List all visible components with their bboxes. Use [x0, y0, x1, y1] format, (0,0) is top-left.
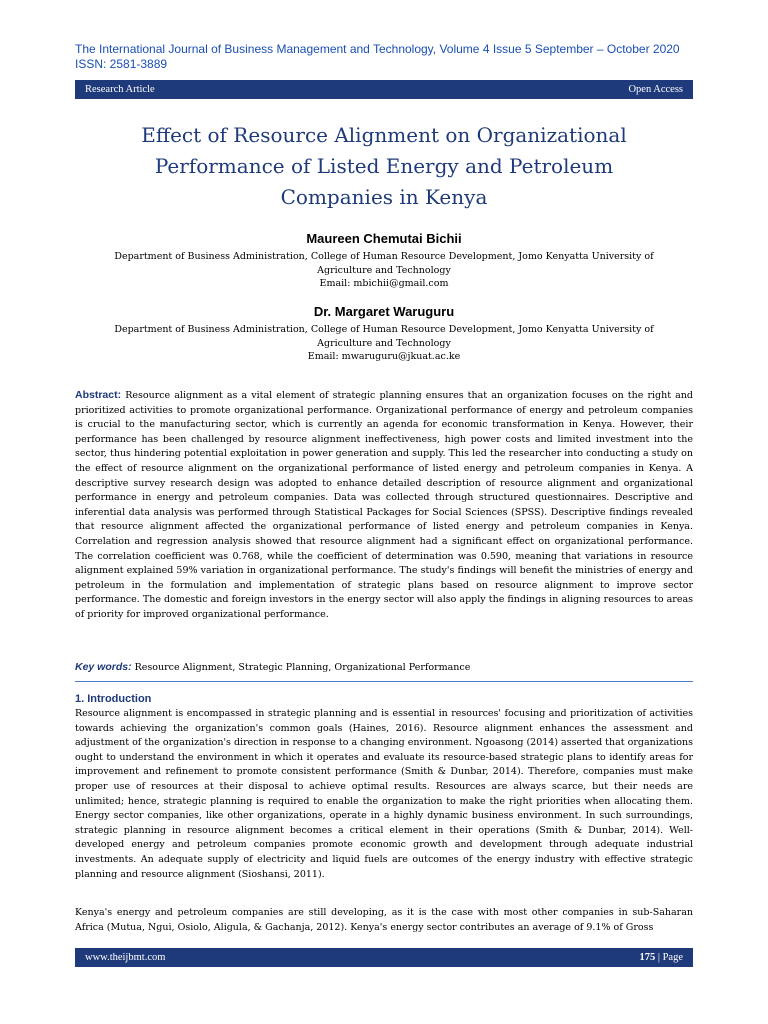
journal-issn: ISSN: 2581-3889 [75, 57, 168, 71]
author-name: Maureen Chemutai Bichii [306, 231, 462, 246]
author-block-1 [75, 231, 693, 291]
article-type-label: Research Article [85, 84, 155, 95]
page-number: 175 [639, 952, 656, 963]
affiliation-line: Department of Business Administration, College of Human Resource Development, Jomo Kenyatta University of [114, 324, 654, 335]
affiliation-line: Agriculture and Technology [317, 264, 451, 276]
open-access-label: Open Access [628, 84, 683, 95]
abstract [75, 388, 693, 623]
author-email: Email: mbichii@gmail.com [319, 278, 449, 289]
author-block-2 [75, 304, 693, 364]
abstract-text: Resource alignment as a vital element of strategic planning ensures that an organization focuses on the right and prioritized activities to promote organizational performance. Organizational performance of energy and petroleum companies is crucial to the manufacturing sector, which is currently an agenda for economic transformation in Kenya. However, their performance has been challenged by resource alignment ineffectiveness, high power costs and limited investment into the sector, thus hindering potential exploitation in power generation and supply. This led the researcher into conducting a study on the effect of resource alignment on the organizational performance of listed energy and petroleum companies in Kenya. A descriptive survey research design was adopted to enhance detailed description of resource alignment and organizational performance in energy and petroleum companies. Data was collected through structured questionnaires. Descriptive and inferential data analysis was performed through Statistical Packages for Social Sciences (SPSS). Descriptive findings revealed that resource alignment affected the organizational performance of listed energy and petroleum companies in Kenya. Correlation and regression analysis showed that resource alignment had a significant effect on organizational performance. The correlation coefficient was 0.768, while the coefficient of determination was 0.590, meaning that variations in resource alignment explained 59% variation in organizational performance. The study's findings will benefit the ministries of energy and petroleum in the formulation and implementation of strategic plans based on resource alignment to improve sector performance. The domestic and foreign investors in the energy sector will also apply the findings in aligning resources to areas of priority for improved organizational performance. [75, 390, 693, 620]
page-label: Page [662, 952, 683, 963]
page-footer [75, 948, 693, 967]
journal-url: www.theijbmt.com [85, 952, 166, 963]
section-divider [75, 681, 693, 682]
page-separator: | [655, 952, 663, 963]
paper-title: Effect of Resource Alignment on Organizational Performance of Listed Energy and Petroleum Companies in Kenya [141, 123, 627, 209]
body-paragraph: Resource alignment is encompassed in strategic planning and is essential in resources' focusing and prioritization of activities towards achieving the organization's common goals (Haines, 2016). Resource alignment enhances the assessment and adjustment of the organization's direction in response to a changing environment. Ngoasong (2014) asserted that organizations ought to understand the environment in which it operates and evaluate its resource-based strategic plans to identify areas for improvement and refinement to promote consistent performance (Smith & Dunbar, 2014). Therefore, companies must make proper use of resources at their disposal to achieve optimal results. Resources are always scarce, but their needs are unlimited; hence, strategic planning is required to enable the organization to make the right priorities when allocating them. Energy sector companies, like other organizations, operate in a highly dynamic business environment. In such surroundings, strategic planning in resource alignment becomes a critical element in their operations (Smith & Dunbar, 2014). Well-developed energy and petroleum companies promote economic growth and development through adequate industrial investments. An adequate supply of electricity and liquid fuels are outcomes of the energy industry with effective strategic planning and resource alignment (Sioshansi, 2011). [75, 708, 694, 880]
journal-citation: The International Journal of Business Management and Technology, Volume 4 Issue 5 September – October 2020 [75, 42, 680, 56]
article-type-bar [75, 80, 693, 99]
abstract-label: Abstract: [75, 389, 122, 401]
affiliation-line: Department of Business Administration, College of Human Resource Development, Jomo Kenyatta University of [114, 251, 654, 262]
body-paragraph: Kenya's energy and petroleum companies are still developing, as it is the case with most other companies in sub-Saharan Africa (Mutua, Ngui, Osiolo, Aligula, & Gachanja, 2012). Kenya's energy sector contributes an average of 9.1% of Gross [75, 907, 693, 933]
section-heading: 1. Introduction [75, 693, 152, 705]
page-indicator [639, 952, 683, 963]
author-affiliation [84, 250, 684, 291]
keywords [75, 660, 693, 675]
keywords-text: Resource Alignment, Strategic Planning, Organizational Performance [134, 662, 471, 673]
author-email: Email: mwaruguru@jkuat.ac.ke [307, 351, 461, 362]
author-affiliation [84, 323, 684, 364]
affiliation-line: Agriculture and Technology [317, 337, 451, 349]
journal-header [75, 42, 715, 72]
author-name: Dr. Margaret Waruguru [313, 304, 455, 319]
keywords-label: Key words: [75, 661, 132, 673]
